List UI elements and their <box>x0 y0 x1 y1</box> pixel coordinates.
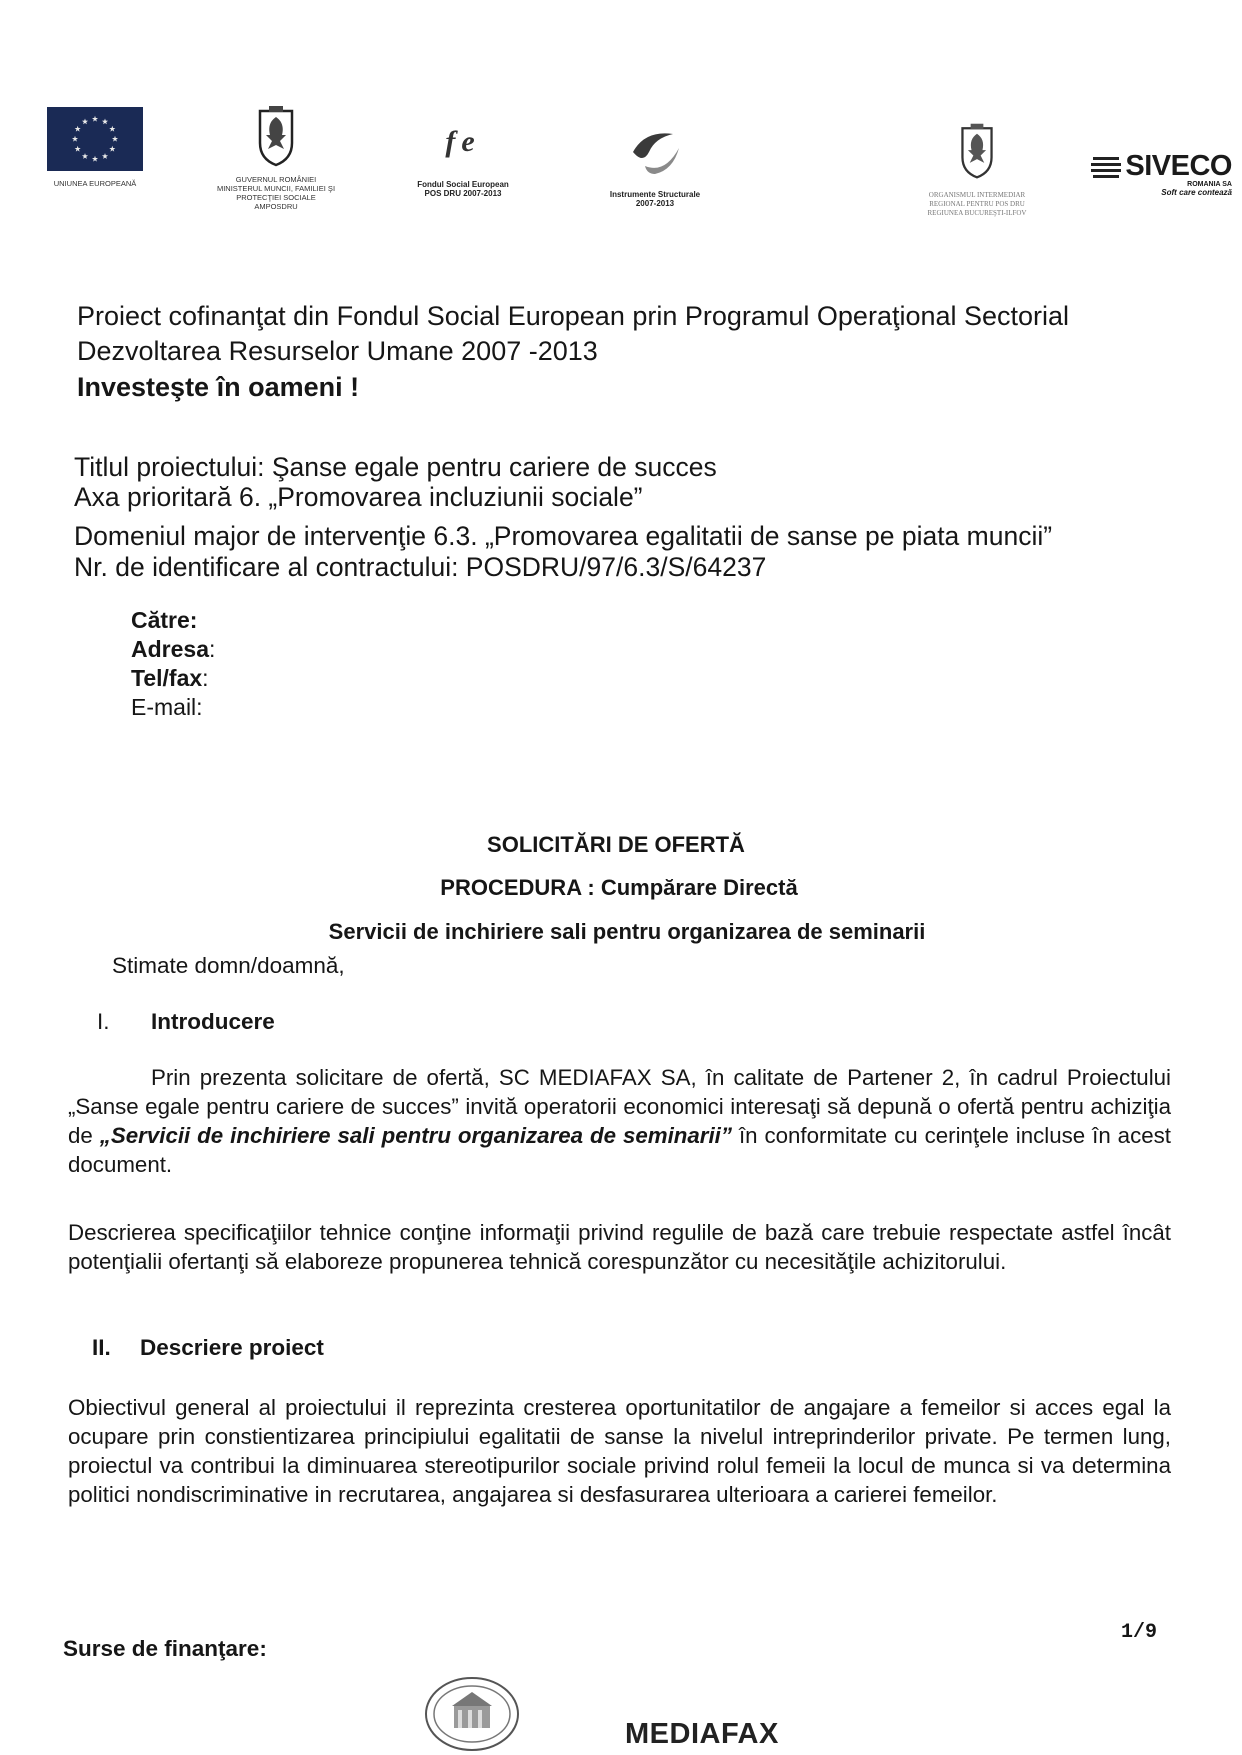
funding-label: Surse de finanţare: <box>63 1636 267 1661</box>
contract-number: Nr. de identificare al contractului: POSDRU/97/6.3/S/64237 <box>74 552 767 582</box>
slogan: Investeşte în oameni ! <box>77 372 360 402</box>
section2-heading: Descriere proiect <box>140 1335 324 1360</box>
oir-caption <box>902 191 1052 218</box>
gov-logo <box>196 105 356 211</box>
gov-caption-line: MINISTERUL MUNCII, FAMILIEI ŞI <box>216 184 336 193</box>
romania-coat-of-arms-icon <box>254 105 298 167</box>
eu-logo <box>30 107 160 188</box>
is-caption-line: 2007-2013 <box>635 199 675 208</box>
oir-caption-line: ORGANISMUL INTERMEDIAR <box>928 191 1026 199</box>
siveco-wordmark <box>1067 150 1232 183</box>
oir-caption-line: REGIONAL PENTRU POS DRU <box>929 200 1025 208</box>
fse-caption <box>393 180 533 198</box>
eu-flag-icon <box>47 107 143 171</box>
siveco-sub: ROMANIA SA <box>1187 181 1232 188</box>
siveco-tagline: Soft care contează <box>1161 188 1232 197</box>
fse-mark-icon: fe <box>445 125 481 158</box>
gov-caption-line: AMPOSDRU <box>254 202 298 211</box>
section2-number: II. <box>92 1335 111 1360</box>
project-description-paragraph: Obiectivul general al proiectului il reprezinta cresterea oportunitatilor de angajare a femeilor si acces egal la ocupare prin constientizarea principiului egalitatii de sanse la nivelul intreprinderilor private. Pe termen lung, proiectul va contribui la diminuarea stereotipurilor sociale privind rolul femeii la locul de munca si va determina politici nondiscriminative in recrutarea, angajarea si desfasurarea ulterioara a carierei femeilor. <box>68 1395 1171 1507</box>
fse-caption-line: POS DRU 2007-2013 <box>424 189 502 198</box>
swirl-icon <box>625 122 685 182</box>
gov-caption <box>196 175 356 211</box>
cofinanced-line: Proiect cofinanţat din Fondul Social European prin Programul Operaţional Sectorial <box>77 301 1070 331</box>
service-emphasis: „Servicii de inchiriere sali pentru organizarea de seminarii” <box>99 1123 732 1148</box>
fse-caption-line: Fondul Social European <box>417 180 509 189</box>
oir-caption-line: REGIUNEA BUCUREŞTI-ILFOV <box>927 209 1027 217</box>
request-title: SOLICITĂRI DE OFERTĂ <box>487 832 745 857</box>
address-to-label: Către: <box>131 607 198 633</box>
telfax-label: Tel/fax: <box>131 665 209 691</box>
gov-caption-line: GUVERNUL ROMÂNIEI <box>235 175 317 184</box>
greeting: Stimate domn/doamnă, <box>112 953 345 978</box>
section1-number: I. <box>97 1009 110 1034</box>
intro-paragraph: Prin prezenta solicitare de ofertă, SC MEDIAFAX SA, în calitate de Partener 2, în cadrul Proiectului „Sanse egale pentru cariere de succes” invită operatorii economici interesaţi să depună o ofertă pentru achiziţia de „Servicii de inchiriere sali pentru organizarea de seminarii” în conformitate cu cerinţele incluse în acest document. <box>68 1065 1171 1177</box>
priority-axis: Axa prioritară 6. „Promovarea incluziunii sociale” <box>74 482 643 512</box>
is-caption-line: Instrumente Structurale <box>609 190 701 199</box>
gov-caption-line: PROTECŢIEI SOCIALE <box>236 193 316 202</box>
oir-logo <box>902 119 1052 218</box>
siveco-logo <box>1067 150 1232 197</box>
programme-line: Dezvoltarea Resurselor Umane 2007 -2013 <box>77 336 598 366</box>
is-caption <box>585 190 725 208</box>
email-label: E-mail: <box>131 694 203 720</box>
siveco-globe-icon <box>1091 155 1121 179</box>
request-subject: Servicii de inchiriere sali pentru organizarea de seminarii <box>328 919 926 944</box>
eu-caption: UNIUNEA EUROPEANĂ <box>53 179 137 188</box>
seal-icon <box>422 1672 522 1752</box>
section1-heading: Introducere <box>151 1009 275 1034</box>
intervention-domain: Domeniul major de intervenţie 6.3. „Promovarea egalitatii de sanse pe piata muncii” <box>74 521 1053 551</box>
fse-logo <box>393 120 533 198</box>
procedure-line: PROCEDURA : Cumpărare Directă <box>440 875 798 900</box>
address-label: Adresa: <box>131 636 216 662</box>
mediafax-logo: MEDIAFAX <box>625 1718 779 1750</box>
project-title: Titlul proiectului: Şanse egale pentru cariere de succes <box>74 452 717 482</box>
specifications-paragraph: Descrierea specificaţiilor tehnice conţine informaţii privind regulile de bază care trebuie respectate astfel încât potenţialii ofertanţi să elaboreze propunerea tehnică corespunzător cu necesităţile achizitorului. <box>68 1220 1171 1274</box>
siveco-name: SIVECO <box>1125 150 1232 182</box>
page-number: 1/9 <box>1121 1621 1158 1644</box>
instrumente-structurale-logo <box>585 122 725 208</box>
romania-coat-of-arms-icon <box>957 119 997 183</box>
